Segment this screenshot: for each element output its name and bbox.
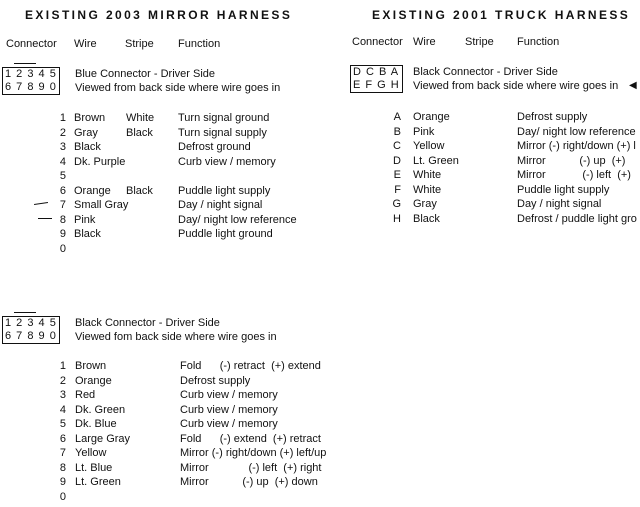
header-wire: Wire: [74, 38, 97, 50]
wire-color: Brown: [75, 360, 107, 372]
pin-letter: C: [393, 140, 401, 152]
pin-function: Day / night signal: [517, 198, 602, 210]
pin-number: 4: [59, 403, 66, 416]
pin-function: Defrost supply: [180, 374, 251, 387]
pin-function: Mirror (-) left (+): [517, 169, 631, 181]
pin-function: Mirror (-) up (+) down: [180, 476, 318, 488]
pin-function: Curb view / memory: [180, 418, 278, 430]
wire-color: Yellow: [413, 140, 445, 152]
wire-color: Pink: [413, 125, 435, 138]
table-row: [0, 359, 640, 373]
connector-key-mark: [14, 63, 36, 64]
table-row: [0, 227, 640, 241]
pin-number: 1: [59, 360, 66, 372]
pin-function: Day / night signal: [178, 199, 263, 211]
black-connector-pins-bottom: 6 7 8 9 0: [5, 330, 57, 342]
wire-color: White: [413, 169, 442, 181]
pin-number: 5: [59, 418, 66, 430]
pin-function: Defrost supply: [517, 111, 588, 123]
pin-function: Turn signal ground: [178, 112, 270, 124]
pin-number: 8: [59, 461, 66, 474]
black-connector-description: Black Connector - Driver Side: [75, 317, 220, 329]
pin-number: 6: [59, 432, 66, 445]
pin-function: Puddle light supply: [178, 184, 271, 197]
wire-color: Brown: [74, 112, 106, 124]
table-row: [0, 183, 640, 197]
pin-number: 0: [59, 242, 66, 255]
pin-function: Day/ night low reference: [517, 125, 636, 138]
truck-harness-title: EXISTING 2001 TRUCK HARNESS: [372, 8, 631, 22]
wire-color: Orange: [74, 184, 111, 197]
truck-connector-description: Black Connector - Driver Side: [413, 66, 558, 78]
blue-connector-view-note: Viewed from back side where wire goes in: [75, 82, 281, 94]
wire-color: Black: [413, 212, 440, 225]
table-row: [0, 475, 640, 489]
wire-color: Black: [74, 141, 101, 153]
table-row: [0, 432, 640, 446]
pin-function: Defrost ground: [178, 141, 251, 153]
pin-function: Day/ night low reference: [178, 213, 297, 226]
table-row: [0, 417, 640, 431]
pin-number: 3: [59, 141, 66, 153]
table-row: [0, 154, 640, 168]
table-row: [0, 212, 640, 226]
blue-connector-description: Blue Connector - Driver Side: [75, 68, 216, 80]
pin-number: 2: [59, 374, 66, 387]
truck-header-connector: Connector: [352, 36, 403, 48]
stripe-color: Black: [126, 184, 153, 197]
table-row: [0, 242, 640, 256]
wire-color: Red: [75, 389, 96, 401]
truck-header-wire: Wire: [413, 36, 436, 48]
pin-number: 8: [59, 213, 66, 226]
pin-letter: F: [394, 183, 401, 196]
truck-header-function: Function: [517, 36, 560, 48]
pin-function: Puddle light supply: [517, 183, 610, 196]
pin-function: Mirror (-) right/down (+) l: [517, 140, 636, 152]
pin-function: Mirror (-) right/down (+) left/up: [180, 447, 327, 459]
wire-color: Gray: [74, 126, 98, 139]
pin-function: Curb view / memory: [178, 155, 276, 168]
pin-function: Mirror (-) up (+): [517, 154, 626, 167]
table-row: [0, 490, 640, 504]
arrow-icon: ◀: [629, 80, 637, 91]
pin-number: 3: [59, 389, 66, 401]
pin-number: 9: [59, 476, 66, 488]
table-row: [0, 403, 640, 417]
pin-letter: A: [393, 111, 401, 123]
table-row: [0, 461, 640, 475]
wire-color: Orange: [413, 111, 450, 123]
black-connector-diagram: [2, 316, 60, 344]
truck-connector-diagram: [350, 65, 403, 93]
blue-connector-pins-top: 1 2 3 4 5: [5, 68, 57, 80]
connector-key-mark: [14, 312, 36, 313]
table-row: [0, 110, 640, 124]
pin-letter: H: [393, 212, 401, 225]
pin-function: Fold (-) retract (+) extend: [180, 360, 321, 372]
table-row: [0, 125, 640, 139]
wire-color: Dk. Green: [75, 403, 126, 416]
pin-number: 2: [59, 126, 66, 139]
pin-number: 7: [59, 199, 66, 211]
wire-color: Lt. Green: [413, 154, 459, 167]
black-connector-pins-top: 1 2 3 4 5: [5, 317, 57, 329]
pin-letter: E: [393, 169, 401, 181]
wire-color: Small Gray: [74, 199, 129, 211]
wire-color: Black: [74, 228, 101, 240]
stripe-color: Black: [126, 126, 153, 139]
pin-number: 1: [59, 112, 66, 124]
wire-color: Dk. Blue: [75, 418, 117, 430]
header-stripe: Stripe: [125, 38, 154, 50]
wire-color: Gray: [413, 198, 437, 210]
header-function: Function: [178, 38, 221, 50]
pin-function: Curb view / memory: [180, 403, 278, 416]
pin-function: Turn signal supply: [178, 126, 267, 139]
wire-color: Yellow: [75, 447, 107, 459]
pin-number: 4: [59, 155, 66, 168]
pin-number: 7: [59, 447, 66, 459]
wire-color: Lt. Blue: [75, 461, 113, 474]
pin-function: Mirror (-) left (+) right: [180, 461, 322, 474]
wire-color: Dk. Purple: [74, 155, 126, 168]
table-row: [0, 139, 640, 153]
table-row: [0, 446, 640, 460]
wire-color: Orange: [75, 374, 112, 387]
blue-connector-diagram: [2, 67, 60, 95]
mirror-harness-title: EXISTING 2003 MIRROR HARNESS: [25, 8, 293, 22]
pin-letter: D: [393, 154, 401, 167]
pin-letter: B: [393, 125, 401, 138]
stripe-color: White: [126, 112, 155, 124]
black-connector-view-note: Viewed fom back side where wire goes in: [75, 331, 277, 343]
table-row: [0, 168, 640, 182]
pin-letter: G: [392, 198, 401, 210]
truck-connector-pins-bottom: E F G H: [353, 79, 400, 91]
pin-number: 6: [59, 184, 66, 197]
pin-function: Defrost / puddle light gro: [517, 212, 637, 225]
wire-color: Large Gray: [75, 432, 131, 445]
wire-color: Pink: [74, 213, 96, 226]
truck-connector-view-note: Viewed from back side where wire goes in: [413, 80, 619, 92]
table-row: [0, 197, 640, 211]
header-connector: Connector: [6, 38, 57, 50]
pin-function: Curb view / memory: [180, 389, 278, 401]
blue-connector-pins-bottom: 6 7 8 9 0: [5, 81, 57, 93]
pin-number: 5: [59, 170, 66, 182]
truck-header-stripe: Stripe: [465, 36, 494, 48]
pin-number: 0: [59, 490, 66, 503]
wire-color: White: [413, 183, 442, 196]
wire-color: Lt. Green: [75, 476, 121, 488]
pin-function: Puddle light ground: [178, 228, 273, 240]
truck-connector-pins-top: D C B A: [353, 66, 400, 78]
pin-function: Fold (-) extend (+) retract: [180, 432, 321, 445]
pin-number: 9: [59, 228, 66, 240]
table-row: [0, 388, 640, 402]
table-row: [0, 374, 640, 388]
